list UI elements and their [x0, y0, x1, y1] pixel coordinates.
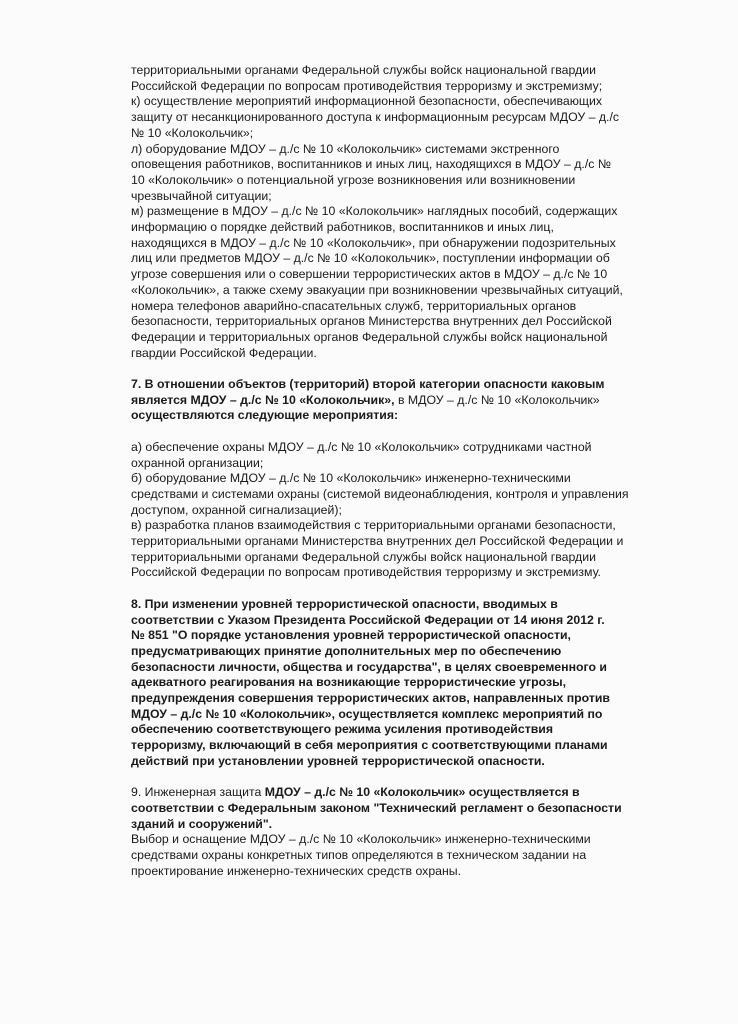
text-line: номера телефонов аварийно-спасательных служб, территориальных органов — [131, 298, 577, 313]
text-line: чрезвычайной ситуации; — [131, 188, 272, 203]
text-line: оповещения работников, воспитанников и иных лиц, находящихся в МДОУ – д./с № — [131, 157, 612, 172]
text-line: территориальными органами Министерства внутренних дел Российской Федерации и — [131, 534, 624, 549]
text-line: защиту от несанкционированного доступа к информационным ресурсам МДОУ – д./с — [131, 110, 620, 125]
heading-text-line: зданий и сооружений". — [131, 816, 273, 831]
text-line: лиц или предметов МДОУ – д./с № 10 «Колокольчик», поступлении информации об — [131, 251, 610, 266]
text-line: средствами и системами охраны (системой видеонаблюдения, контроля и управления — [131, 486, 629, 501]
text-line: гвардии Российской Федерации. — [131, 345, 317, 360]
paragraph-gap — [131, 361, 701, 377]
heading-text-line: предусматривающих принятие дополнительных мер по обеспечению — [131, 643, 562, 658]
text-line: территориальными органами Федеральной службы войск национальной гвардии — [131, 549, 596, 564]
text-line: б) оборудование МДОУ – д./с № 10 «Колокольчик» инженерно-техническими — [131, 471, 571, 486]
heading-text-line: обеспечению соответствующего режима усиления противодействия — [131, 722, 554, 737]
heading-text-line: предупреждения совершения террористических актов, направленных против — [131, 691, 610, 706]
text-line: Российской Федерации по вопросам противодействия терроризму и экстремизму. — [131, 565, 601, 580]
heading-text-line: МДОУ – д./с № 10 «Колокольчик», осуществляется комплекс мероприятий по — [131, 706, 603, 721]
text-line: Федерации и территориальных органов Федеральной службы войск национальной — [131, 329, 608, 344]
heading-text-line: соответствии с Указом Президента Российской Федерации от 14 июня 2012 г. — [131, 612, 605, 627]
heading-text-line: адекватного реагирования на возникающие террористические угрозы, — [131, 675, 567, 690]
text-line: угрозе совершения или о совершении террористических актов в МДОУ – д./с № 10 — [131, 267, 608, 282]
text-line: информацию о порядке действий работников, воспитанников и иных лиц, — [131, 220, 554, 235]
text-line: к) осуществление мероприятий информационной безопасности, обеспечивающих — [131, 94, 603, 109]
text-line: Выбор и оснащение МДОУ – д./с № 10 «Колокольчик» инженерно-техническими — [131, 832, 591, 847]
text-line: охранной организации; — [131, 455, 264, 470]
text-line: № 10 «Колокольчик»; — [131, 125, 254, 140]
paragraph-gap — [131, 424, 701, 440]
heading-text-line: осуществляются следующие мероприятия: — [131, 408, 399, 423]
bold-text-run: МДОУ – д./с № 10 «Колокольчик» осуществляется в — [264, 785, 580, 800]
heading-text-line: № 851 "О порядке установления уровней террористической опасности, — [131, 628, 571, 643]
text-line: в) разработка планов взаимодействия с территориальными органами безопасности, — [131, 518, 616, 533]
text-line: находящихся в МДОУ – д./с № 10 «Колокольчик», при обнаружении подозрительных — [131, 235, 616, 250]
text-line: л) оборудование МДОУ – д./с № 10 «Колокольчик» системами экстренного — [131, 141, 560, 156]
heading-text-line: 7. В отношении объектов (территорий) второй категории опасности каковым — [131, 377, 605, 392]
heading-text-line: действий при установлении уровней террористической опасности. — [131, 753, 545, 768]
text-line: м) размещение в МДОУ – д./с № 10 «Колокольчик» наглядных пособий, содержащих — [131, 204, 618, 219]
text-line — [131, 785, 701, 801]
text-run: в МДОУ – д./с № 10 «Колокольчик» — [394, 392, 600, 407]
heading-text-line: соответствии с Федеральным законом "Технический регламент о безопасности — [131, 800, 622, 815]
text-line: 10 «Колокольчик» о потенциальной угрозе возникновения или возникновении — [131, 172, 576, 187]
heading-text-line: безопасности личности, общества и государства", в целях своевременного и — [131, 659, 607, 674]
document-body — [131, 63, 701, 880]
text-run: 9. Инженерная защита — [131, 785, 265, 800]
text-line: территориальными органами Федеральной службы войск национальной гвардии — [131, 63, 596, 77]
text-line: а) обеспечение охраны МДОУ – д./с № 10 «Колокольчик» сотрудниками частной — [131, 439, 592, 454]
text-line: Российской Федерации по вопросам противодействия терроризму и экстремизму; — [131, 78, 603, 93]
paragraph-gap — [131, 770, 701, 786]
text-line: безопасности, территориальных органов Министерства внутренних дел Российской — [131, 314, 612, 329]
bold-text-run: является МДОУ – д./с № 10 «Колокольчик», — [131, 392, 395, 407]
text-line: проектирование инженерно-технических средств охраны. — [131, 863, 462, 878]
heading-text-line: 8. При изменении уровней террористической опасности, вводимых в — [131, 596, 558, 611]
paragraph-gap — [131, 581, 701, 597]
text-line — [131, 393, 701, 409]
text-line: «Колокольчик», а также схему эвакуации при возникновении чрезвычайных ситуаций, — [131, 282, 623, 297]
heading-text-line: терроризму, включающий в себя мероприятия с соответствующими планами — [131, 738, 608, 753]
text-line: средствами охраны конкретных типов определяются в техническом задании на — [131, 848, 587, 863]
text-line: доступом, охранной сигнализацией); — [131, 502, 342, 517]
